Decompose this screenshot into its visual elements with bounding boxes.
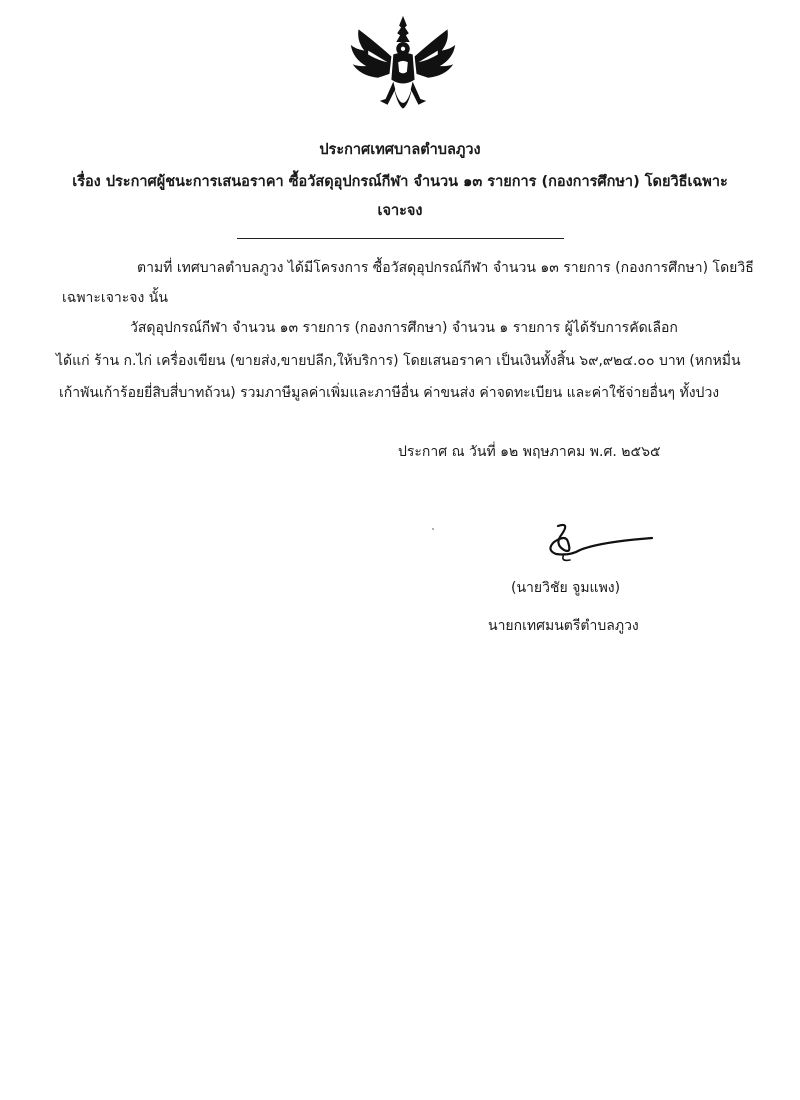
garuda-emblem-icon	[345, 12, 461, 128]
paragraph-line: วัสดุอุปกรณ์กีฬา จำนวน ๑๓ รายการ (กองการศึกษา) จำนวน ๑ รายการ ผู้ได้รับการคัดเลือก	[130, 320, 678, 336]
signer-title: นายกเทศมนตรีตำบลภูวง	[488, 618, 639, 634]
paragraph-line: ได้แก่ ร้าน ก.ไก่ เครื่องเขียน (ขายส่ง,ขายปลีก,ให้บริการ) โดยเสนอราคา เป็นเงินทั้งสิ้น ๖๙,๙๒๔.๐๐ บาท (หกหมื่น	[56, 353, 741, 369]
announcement-date: ประกาศ ณ วันที่ ๑๒ พฤษภาคม พ.ศ. ๒๕๖๕	[398, 444, 661, 460]
signer-name: (นายวิชัย จูมแพง)	[511, 580, 621, 596]
paragraph-line: เฉพาะเจาะจง นั้น	[62, 290, 168, 306]
handwritten-signature-icon	[540, 520, 660, 570]
document-subject: เรื่อง ประกาศผู้ชนะการเสนอราคา ซื้อวัสดุอุปกรณ์กีฬา จำนวน ๑๓ รายการ (กองการศึกษา) โดยวิธีเฉพาะ	[72, 174, 728, 190]
scan-speck	[432, 528, 434, 530]
document-subject-continued: เจาะจง	[377, 203, 423, 219]
paragraph-line: เก้าพันเก้าร้อยยี่สิบสี่บาทถ้วน) รวมภาษีมูลค่าเพิ่มและภาษีอื่น ค่าขนส่ง ค่าจดทะเบียน และค่าใช้จ่ายอื่นๆ ทั้งปวง	[59, 385, 720, 401]
document-heading: ประกาศเทศบาลตำบลภูวง	[319, 142, 481, 158]
heading-divider	[237, 238, 564, 239]
paragraph-line: ตามที่ เทศบาลตำบลภูวง ได้มีโครงการ ซื้อวัสดุอุปกรณ์กีฬา จำนวน ๑๓ รายการ (กองการศึกษา) โดยวิธี	[137, 260, 754, 276]
